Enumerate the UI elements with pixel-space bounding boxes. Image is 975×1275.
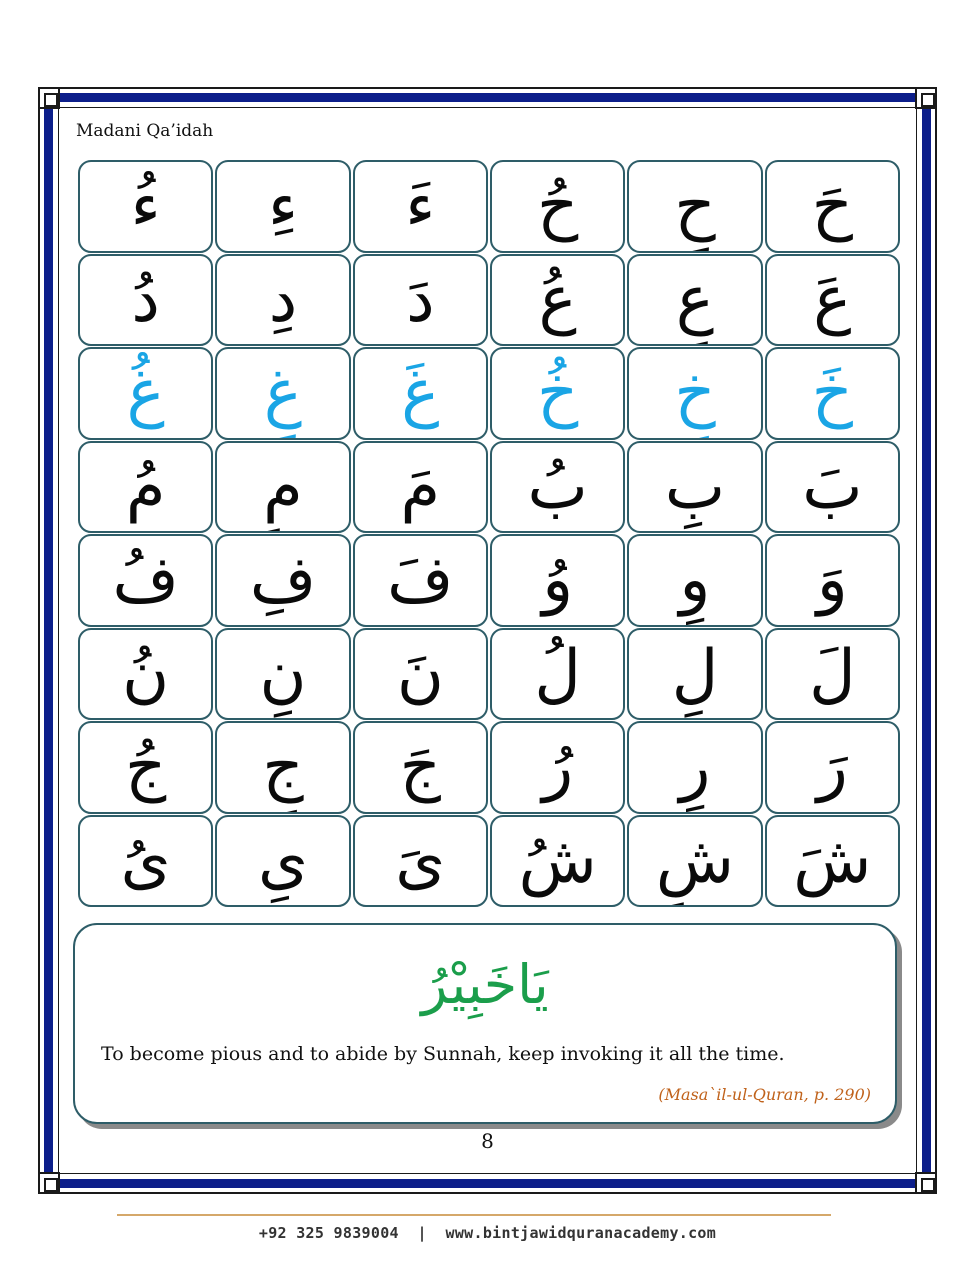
arabic-letter: غ bbox=[126, 356, 165, 431]
letter-tile bbox=[78, 628, 213, 721]
arabic-letter: و bbox=[816, 543, 848, 618]
letter-tile bbox=[215, 628, 350, 721]
letter-tile bbox=[215, 160, 350, 253]
letter-tile bbox=[490, 441, 625, 534]
letter-tile bbox=[215, 534, 350, 627]
letter-tile bbox=[490, 628, 625, 721]
arabic-letter: ل bbox=[534, 636, 581, 711]
letter-tile bbox=[78, 254, 213, 347]
letter-tile bbox=[627, 254, 762, 347]
page-number: 8 bbox=[481, 1129, 494, 1153]
arabic-letter: ل bbox=[671, 636, 719, 711]
arabic-letter: ح bbox=[811, 169, 853, 244]
arabic-letter: خ bbox=[811, 356, 853, 431]
card-arabic-name: یَاخَبِیْرُ bbox=[421, 953, 549, 1016]
letter-tile bbox=[490, 721, 625, 814]
footer-contact: +92 325 9839004 | www.bintjawidquranacademy.com bbox=[258, 1224, 717, 1242]
arabic-letter: ف bbox=[112, 543, 179, 618]
arabic-letter: خ bbox=[537, 356, 579, 431]
letter-tile bbox=[353, 534, 488, 627]
arabic-letter: ء bbox=[267, 169, 299, 244]
letter-tile bbox=[78, 534, 213, 627]
page-header-title: Madani Qa’idah bbox=[76, 121, 214, 141]
letter-tile bbox=[627, 721, 762, 814]
letter-tile bbox=[353, 160, 488, 253]
letter-tile bbox=[78, 441, 213, 534]
letter-grid bbox=[78, 160, 900, 907]
arabic-letter: ف bbox=[249, 543, 317, 618]
frame-corner-ornament bbox=[38, 87, 60, 109]
frame-corner-ornament bbox=[38, 1172, 60, 1194]
arabic-letter: ع bbox=[538, 262, 577, 337]
letter-tile bbox=[353, 815, 488, 908]
arabic-letter: غ bbox=[263, 356, 303, 431]
arabic-letter: ن bbox=[122, 636, 170, 711]
letter-tile bbox=[765, 628, 900, 721]
arabic-letter: ب bbox=[802, 449, 863, 524]
letter-tile bbox=[353, 628, 488, 721]
letter-tile bbox=[215, 441, 350, 534]
arabic-letter: ی bbox=[395, 823, 446, 898]
letter-tile bbox=[765, 815, 900, 908]
letter-tile bbox=[627, 347, 762, 440]
arabic-letter: ن bbox=[259, 636, 307, 711]
arabic-letter: ع bbox=[813, 262, 852, 337]
arabic-letter: ب bbox=[527, 449, 588, 524]
arabic-letter: ج bbox=[125, 730, 167, 805]
letter-tile bbox=[353, 441, 488, 534]
letter-tile bbox=[765, 441, 900, 534]
arabic-letter: ی bbox=[257, 823, 309, 898]
arabic-letter: ل bbox=[809, 636, 856, 711]
arabic-letter: م bbox=[400, 449, 441, 524]
letter-tile bbox=[765, 721, 900, 814]
arabic-letter: م bbox=[263, 449, 303, 524]
letter-tile bbox=[765, 160, 900, 253]
arabic-letter: و bbox=[679, 543, 711, 618]
letter-tile bbox=[627, 160, 762, 253]
letter-tile bbox=[353, 721, 488, 814]
letter-tile bbox=[215, 815, 350, 908]
letter-tile bbox=[353, 254, 488, 347]
arabic-letter: غ bbox=[401, 356, 440, 431]
letter-tile bbox=[215, 347, 350, 440]
letter-tile bbox=[627, 628, 762, 721]
letter-tile bbox=[490, 160, 625, 253]
letter-tile bbox=[78, 815, 213, 908]
letter-tile bbox=[78, 347, 213, 440]
arabic-letter: و bbox=[542, 543, 574, 618]
letter-tile bbox=[490, 534, 625, 627]
arabic-letter: د bbox=[131, 262, 160, 337]
arabic-letter: ء bbox=[130, 169, 161, 244]
letter-tile bbox=[78, 721, 213, 814]
arabic-letter: ر bbox=[679, 730, 711, 805]
arabic-letter: ش bbox=[655, 823, 735, 898]
arabic-letter: ع bbox=[675, 262, 715, 337]
frame-corner-ornament bbox=[915, 1172, 937, 1194]
arabic-letter: ء bbox=[405, 169, 436, 244]
arabic-letter: ج bbox=[399, 730, 441, 805]
letter-tile bbox=[215, 254, 350, 347]
arabic-letter: ر bbox=[816, 730, 848, 805]
arabic-letter: ب bbox=[664, 449, 726, 524]
arabic-letter: ف bbox=[387, 543, 454, 618]
letter-tile bbox=[215, 721, 350, 814]
arabic-letter: خ bbox=[674, 356, 716, 431]
letter-tile bbox=[353, 347, 488, 440]
letter-tile bbox=[765, 254, 900, 347]
card-reference: (Masa`il-ul-Quran, p. 290) bbox=[658, 1085, 871, 1104]
letter-tile bbox=[490, 347, 625, 440]
arabic-letter: م bbox=[125, 449, 166, 524]
letter-tile bbox=[627, 441, 762, 534]
card-description: To become pious and to abide by Sunnah, keep invoking it all the time. bbox=[101, 1043, 785, 1065]
arabic-letter: د bbox=[406, 262, 435, 337]
arabic-letter: ح bbox=[674, 169, 716, 244]
frame-corner-ornament bbox=[915, 87, 937, 109]
arabic-letter: ن bbox=[396, 636, 444, 711]
letter-tile bbox=[490, 815, 625, 908]
footer-divider bbox=[117, 1214, 831, 1216]
letter-tile bbox=[627, 815, 762, 908]
letter-tile bbox=[765, 534, 900, 627]
arabic-letter: ش bbox=[793, 823, 872, 898]
arabic-letter: ح bbox=[537, 169, 579, 244]
arabic-letter: ر bbox=[542, 730, 574, 805]
arabic-letter: ش bbox=[518, 823, 597, 898]
arabic-letter: ج bbox=[262, 730, 304, 805]
letter-tile bbox=[627, 534, 762, 627]
letter-tile bbox=[765, 347, 900, 440]
arabic-letter: ی bbox=[120, 823, 171, 898]
letter-tile bbox=[78, 160, 213, 253]
arabic-letter: د bbox=[268, 262, 298, 337]
letter-tile bbox=[490, 254, 625, 347]
name-card bbox=[73, 923, 897, 1124]
